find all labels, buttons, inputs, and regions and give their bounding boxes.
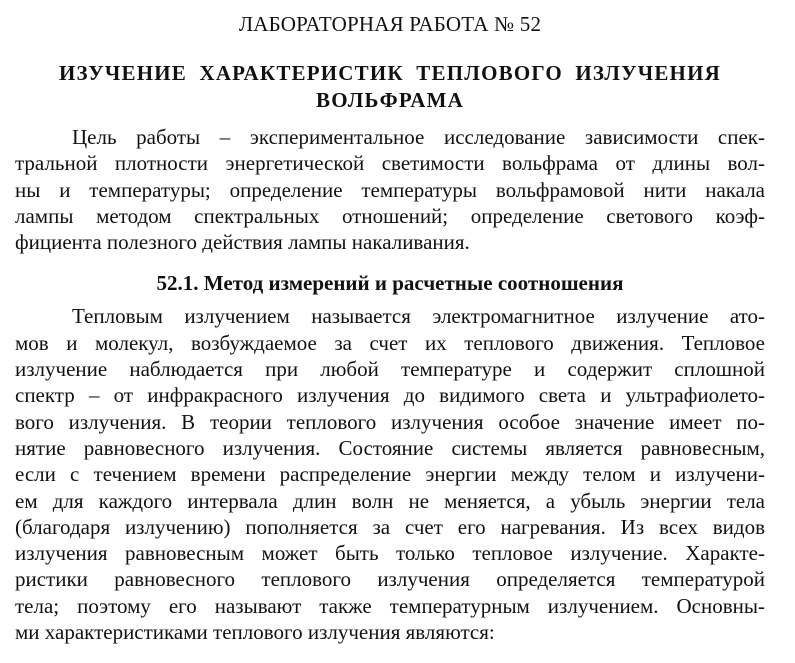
purpose-line-2: тральной плотности энергетической светимости вольфрама от длины вол- [15, 151, 765, 176]
main-title-line-1: ИЗУЧЕНИЕ ХАРАКТЕРИСТИК ТЕПЛОВОГО ИЗЛУЧЕНИЯ [59, 61, 721, 85]
body-line-10: излучения равновесным может быть только тепловое излучение. Характе- [15, 541, 765, 566]
body-line-8: ем для каждого интервала длин волн не меняется, а убыль энергии тела [15, 488, 765, 513]
body-line-4: спектр – от инфракрасного излучения до видимого света и ультрафиолето- [15, 383, 765, 408]
section-heading: 52.1. Метод измерений и расчетные соотношения [156, 271, 624, 296]
lab-title: ЛАБОРАТОРНАЯ РАБОТА № 52 [238, 12, 542, 36]
body-line-7: если с течением времени распределение энергии между телом и излучени- [15, 462, 765, 487]
document-page [15, 10, 765, 645]
body-line-2: мов и молекул, возбуждаемое за счет их теплового движения. Тепловое [15, 330, 765, 355]
body-line-13: ми характеристиками теплового излучения являются: [15, 620, 495, 645]
main-title [15, 60, 765, 114]
purpose-paragraph [15, 124, 765, 255]
purpose-line-5: фициента полезного действия лампы накаливания. [15, 230, 470, 255]
body-line-1: Тепловым излучением называется электромагнитное излучение ато- [72, 304, 765, 329]
body-line-3: излучение наблюдается при любой температуре и содержит сплошной [15, 357, 765, 382]
body-line-5: вого излучения. В теории теплового излучения особое значение имеет по- [15, 409, 765, 434]
body-paragraph [15, 303, 765, 645]
purpose-line-4: лампы методом спектральных отношений; определение светового коэф- [15, 203, 765, 228]
body-line-11: ристики равновесного теплового излучения определяется температурой [15, 567, 765, 592]
body-line-12: тела; поэтому его называют также температурным излучением. Основны- [15, 593, 765, 618]
purpose-line-3: ны и температуры; определение температуры вольфрамовой нити накала [15, 177, 765, 202]
body-line-6: нятие равновесного излучения. Состояние системы является равновесным, [15, 435, 765, 460]
main-title-line-2: ВОЛЬФРАМА [316, 88, 464, 112]
body-line-9: (благодаря излучению) пополняется за счет его нагревания. Из всех видов [15, 514, 765, 539]
purpose-line-1: Цель работы – экспериментальное исследование зависимости спек- [72, 125, 765, 149]
